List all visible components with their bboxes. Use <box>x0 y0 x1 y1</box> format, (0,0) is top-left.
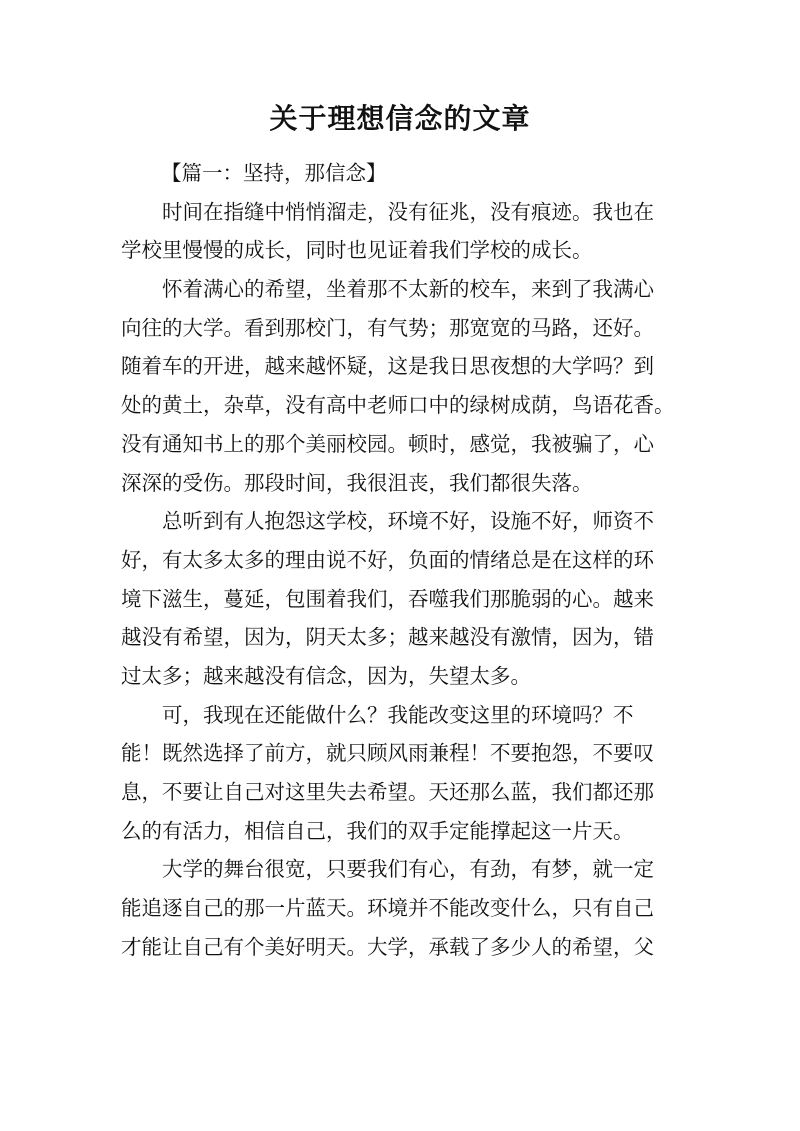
paragraph-line: 时间在指缝中悄悄溜走，没有征兆，没有痕迹。我也在 <box>162 199 654 224</box>
paragraph-line: 没有通知书上的那个美丽校园。顿时，感觉，我被骗了，心 <box>121 431 654 456</box>
paragraph-line: 深深的受伤。那段时间，我很沮丧，我们都很失落。 <box>121 470 593 495</box>
paragraph-line: 可，我现在还能做什么？我能改变这里的环境吗？不 <box>162 702 634 727</box>
section-heading: 【篇一：坚持，那信念】 <box>161 161 387 185</box>
paragraph-line: 好，有太多太多的理由说不好，负面的情绪总是在这样的环 <box>121 547 654 572</box>
paragraph-line: 怀着满心的希望，坐着那不太新的校车，来到了我满心 <box>162 277 654 302</box>
paragraph-line: 过太多；越来越没有信念，因为，失望太多。 <box>121 663 531 688</box>
paragraph-line: 才能让自己有个美好明天。大学，承载了多少人的希望，父 <box>121 934 654 959</box>
paragraph-line: 境下滋生，蔓延，包围着我们，吞噬我们那脆弱的心。越来 <box>121 586 654 611</box>
paragraph-2 <box>121 270 681 502</box>
paragraph-line: 越没有希望，因为，阴天太多；越来越没有激情，因为，错 <box>121 625 654 650</box>
paragraph-line: 么的有活力，相信自己，我们的双手定能撑起这一片天。 <box>121 818 634 843</box>
paragraph-line: 处的黄土，杂草，没有高中老师口中的绿树成荫，鸟语花香。 <box>121 393 675 418</box>
paragraph-5 <box>121 850 681 966</box>
paragraph-line: 向往的大学。看到那校门，有气势；那宽宽的马路，还好。 <box>121 315 654 340</box>
document-title: 关于理想信念的文章 <box>269 102 531 135</box>
paragraph-3 <box>121 502 681 695</box>
paragraph-1 <box>121 193 681 270</box>
paragraph-4 <box>121 696 681 851</box>
paragraph-line: 大学的舞台很宽，只要我们有心，有劲，有梦，就一定 <box>162 857 654 882</box>
document-body <box>121 154 681 966</box>
paragraph-line: 随着车的开进，越来越怀疑，这是我日思夜想的大学吗？到 <box>121 354 654 379</box>
paragraph-line: 能追逐自己的那一片蓝天。环境并不能改变什么，只有自己 <box>121 896 654 921</box>
paragraph-line: 息，不要让自己对这里失去希望。天还那么蓝，我们都还那 <box>121 780 654 805</box>
paragraph-line: 总听到有人抱怨这学校，环境不好，设施不好，师资不 <box>162 509 654 534</box>
paragraph-line: 学校里慢慢的成长，同时也见证着我们学校的成长。 <box>121 238 593 263</box>
paragraph-line: 能！既然选择了前方，就只顾风雨兼程！不要抱怨，不要叹 <box>121 741 654 766</box>
